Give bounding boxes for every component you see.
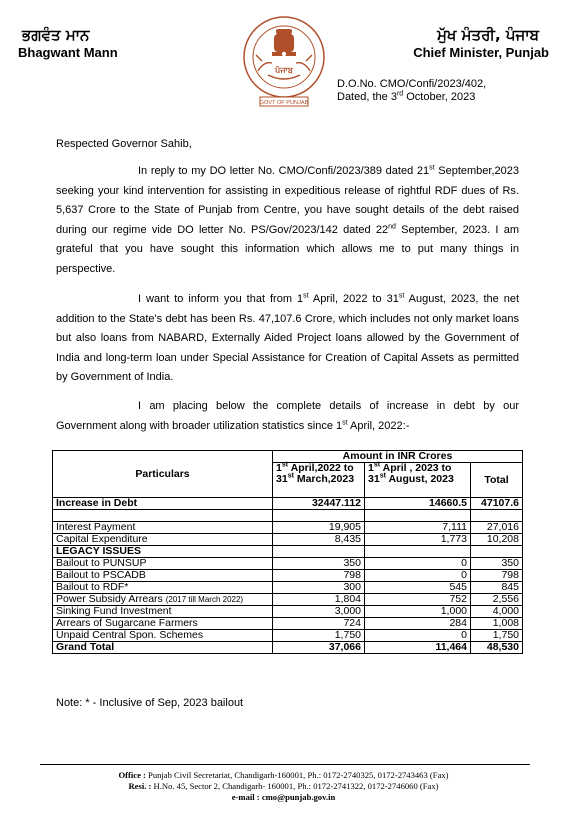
punjab-emblem-seal-icon — [238, 13, 330, 109]
footer-email: e-mail : cmo@punjab.gov.in — [231, 792, 336, 802]
table-row: Interest Payment 19,905 7,111 27,016 — [53, 522, 523, 534]
table-section-heading: LEGACY ISSUES — [53, 546, 523, 558]
letter-date: Dated, the 3rd October, 2023 — [337, 90, 476, 103]
svg-text:ਪੰਜਾਬ: ਪੰਜਾਬ — [275, 66, 293, 75]
table-row: Bailout to RDF* 300 545 845 — [53, 582, 523, 594]
table-row: Capital Expenditure 8,435 1,773 10,208 — [53, 534, 523, 546]
debt-table — [52, 450, 523, 654]
paragraph-1: In reply to my DO letter No. CMO/Confi/2023/389 dated 21st September,2023 seeking your kind intervention for assisting in expeditious release of rightful RDF dues of Rs. 5,637 Crore to the State of Punjab from Centre, you have sought details of the debt raised during our regime vide DO letter No. PS/Gov/2023/142 dated 22nd September, 2023. I am grateful that you have sought this information which allows me to put many things in perspective. — [56, 164, 519, 275]
table-row: Sinking Fund Investment 3,000 1,000 4,000 — [53, 606, 523, 618]
footer-residence: Resi. : H.No. 45, Sector 2, Chandigarh- 160001, Ph.: 0172-2741322, 0172-2746060 (Fax) — [128, 781, 439, 791]
footer-office: Office : Punjab Civil Secretariat, Chandigarh-160001, Ph.: 0172-2740325, 0172-2743463 (Fax) — [118, 770, 449, 780]
table-note: Note: * - Inclusive of Sep, 2023 bailout — [56, 697, 244, 709]
minister-name-punjabi: ਭਗਵੰਤ ਮਾਨ — [22, 26, 90, 44]
salutation: Respected Governor Sahib, — [56, 138, 192, 150]
designation-punjabi: ਮੁੱਖ ਮੰਤਰੀ, ਪੰਜਾਬ — [437, 26, 539, 44]
footer — [0, 770, 567, 803]
table-row: Bailout to PSCADB 798 0 798 — [53, 570, 523, 582]
header-particulars: Particulars — [53, 451, 273, 498]
minister-name: Bhagwant Mann — [18, 45, 118, 60]
table-grand-total-row: Grand Total 37,066 11,464 48,530 — [53, 642, 523, 654]
table-spacer-row — [53, 510, 523, 522]
footer-divider — [40, 764, 530, 765]
do-number: D.O.No. CMO/Confi/2023/402, — [337, 78, 487, 90]
table-row: Unpaid Central Spon. Schemes 1,750 0 1,750 — [53, 630, 523, 642]
emblem-label: GOVT OF PUNJAB — [259, 100, 309, 106]
paragraph-3: I am placing below the complete details of increase in debt by our Government along with broader utilization statistics since 1st April, 2022:- — [56, 400, 519, 432]
table-row: Arrears of Sugarcane Farmers 724 284 1,008 — [53, 618, 523, 630]
header-amount: Amount in INR Crores — [273, 451, 523, 463]
table-row: Increase in Debt 32447.112 14660.5 47107.6 — [53, 498, 523, 510]
paragraph-2: I want to inform you that from 1st April, 2022 to 31st August, 2023, the net addition to the State's debt has been Rs. 47,107.6 Crore, which includes not only market loans but also loans from NABARD, Externally Aided Project loans allowed by the Government of India and long-term loan under Special Assistance for Creation of Capital Assets as permitted by Government of India. — [56, 292, 520, 383]
designation: Chief Minister, Punjab — [413, 45, 549, 60]
table-row: Power Subsidy Arrears (2017 till March 2022) 1,804 752 2,556 — [53, 594, 523, 606]
header-total: Total — [471, 463, 523, 498]
reference-block — [337, 78, 486, 104]
header-period-1: 1st April,2022 to 31st March,2023 — [273, 463, 365, 498]
header-period-2: 1st April , 2023 to 31st August, 2023 — [365, 463, 471, 498]
table-row: Bailout to PUNSUP 350 0 350 — [53, 558, 523, 570]
